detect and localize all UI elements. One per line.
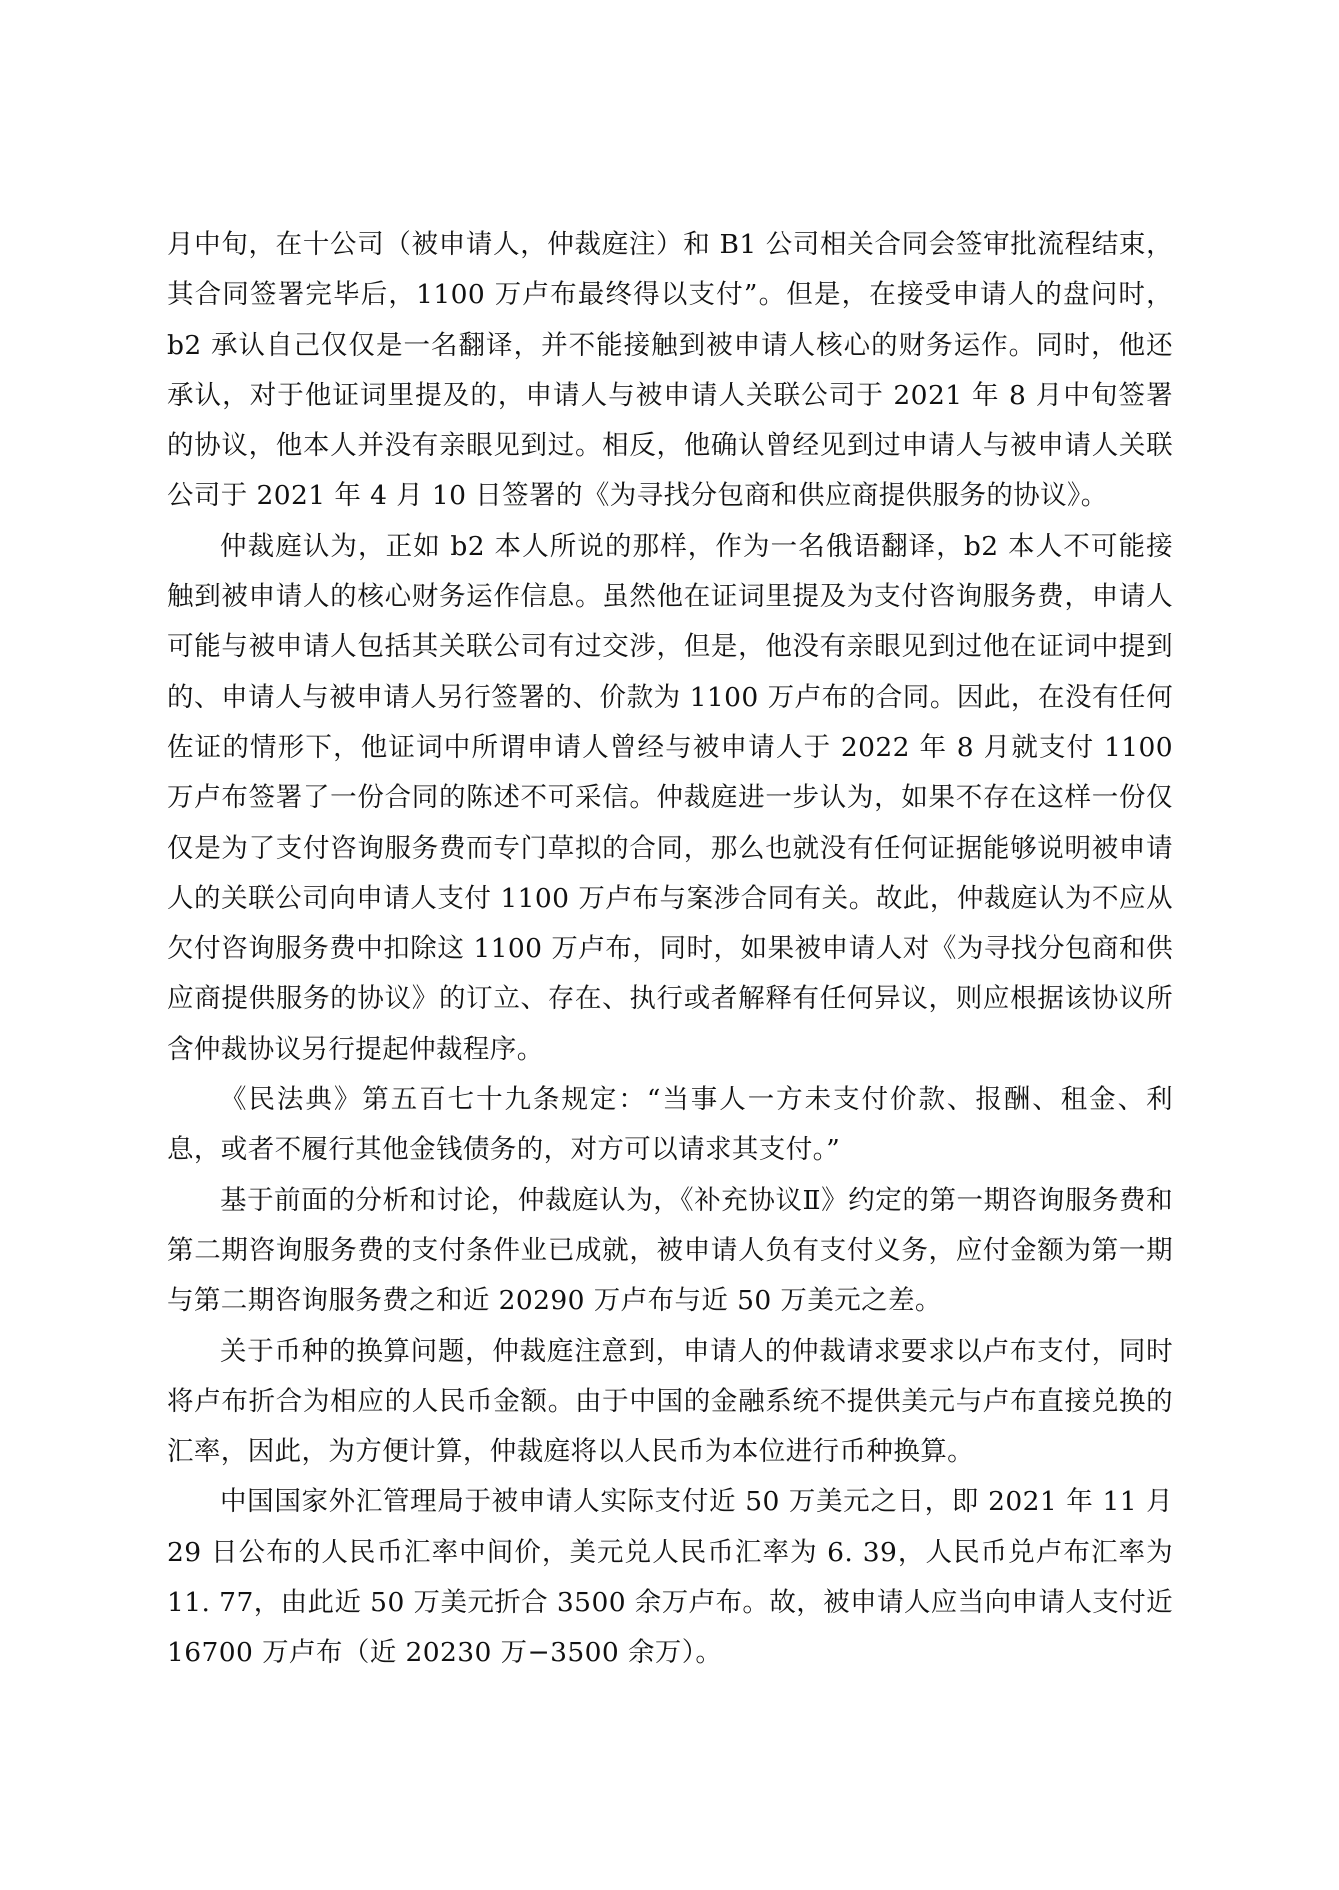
paragraph-2: 仲裁庭认为，正如 b2 本人所说的那样，作为一名俄语翻译，b2 本人不可能接触到被申请人的核心财务运作信息。虽然他在证词里提及为支付咨询服务费，申请人可能与被申请人包括其关联公司有过交涉，但是，他没有亲眼见到过他在证词中提到的、申请人与被申请人另行签署的、价款为 1100 万卢布的合同。因此，在没有任何佐证的情形下，他证词中所谓申请人曾经与被申请人于 2022 年 8 月就支付 1100 万卢布签署了一份合同的陈述不可采信。仲裁庭进一步认为，如果不存在这样一份仅仅是为了支付咨询服务费而专门草拟的合同，那么也就没有任何证据能够说明被申请人的关联公司向申请人支付 1100 万卢布与案涉合同有关。故此，仲裁庭认为不应从欠付咨询服务费中扣除这 1100 万卢布，同时，如果被申请人对《为寻找分包商和供应商提供服务的协议》的订立、存在、执行或者解释有任何异议，则应根据该协议所含仲裁协议另行提起仲裁程序。 [167, 530, 1173, 1065]
document-body [167, 220, 1173, 1679]
paragraph-1: 月中旬，在十公司（被申请人，仲裁庭注）和 B1 公司相关合同会签审批流程结束，其合同签署完毕后，1100 万卢布最终得以支付”。但是，在接受申请人的盘问时，b2 承认自己仅仅是一名翻译，并不能接触到被申请人核心的财务运作。同时，他还承认，对于他证词里提及的，申请人与被申请人关联公司于 2021 年 8 月中旬签署的协议，他本人并没有亲眼见到过。相反，他确认曾经见到过申请人与被申请人关联公司于 2021 年 4 月 10 日签署的《为寻找分包商和供应商提供服务的协议》。 [167, 229, 1173, 512]
paragraph-3: 《民法典》第五百七十九条规定：“当事人一方未支付价款、报酬、租金、利息，或者不履行其他金钱债务的，对方可以请求其支付。” [167, 1084, 1173, 1166]
paragraph-4: 基于前面的分析和讨论，仲裁庭认为，《补充协议Ⅱ》约定的第一期咨询服务费和第二期咨询服务费的支付条件业已成就，被申请人负有支付义务，应付金额为第一期与第二期咨询服务费之和近 20290 万卢布与近 50 万美元之差。 [167, 1184, 1173, 1317]
paragraph-6: 中国国家外汇管理局于被申请人实际支付近 50 万美元之日，即 2021 年 11 月 29 日公布的人民币汇率中间价，美元兑人民币汇率为 6. 39，人民币兑卢布汇率为 11. 77，由此近 50 万美元折合 3500 余万卢布。故，被申请人应当向申请人支付近 16700 万卢布（近 20230 万−3500 余万）。 [167, 1486, 1173, 1669]
paragraph-5: 关于币种的换算问题，仲裁庭注意到，申请人的仲裁请求要求以卢布支付，同时将卢布折合为相应的人民币金额。由于中国的金融系统不提供美元与卢布直接兑换的汇率，因此，为方便计算，仲裁庭将以人民币为本位进行币种换算。 [167, 1335, 1173, 1468]
